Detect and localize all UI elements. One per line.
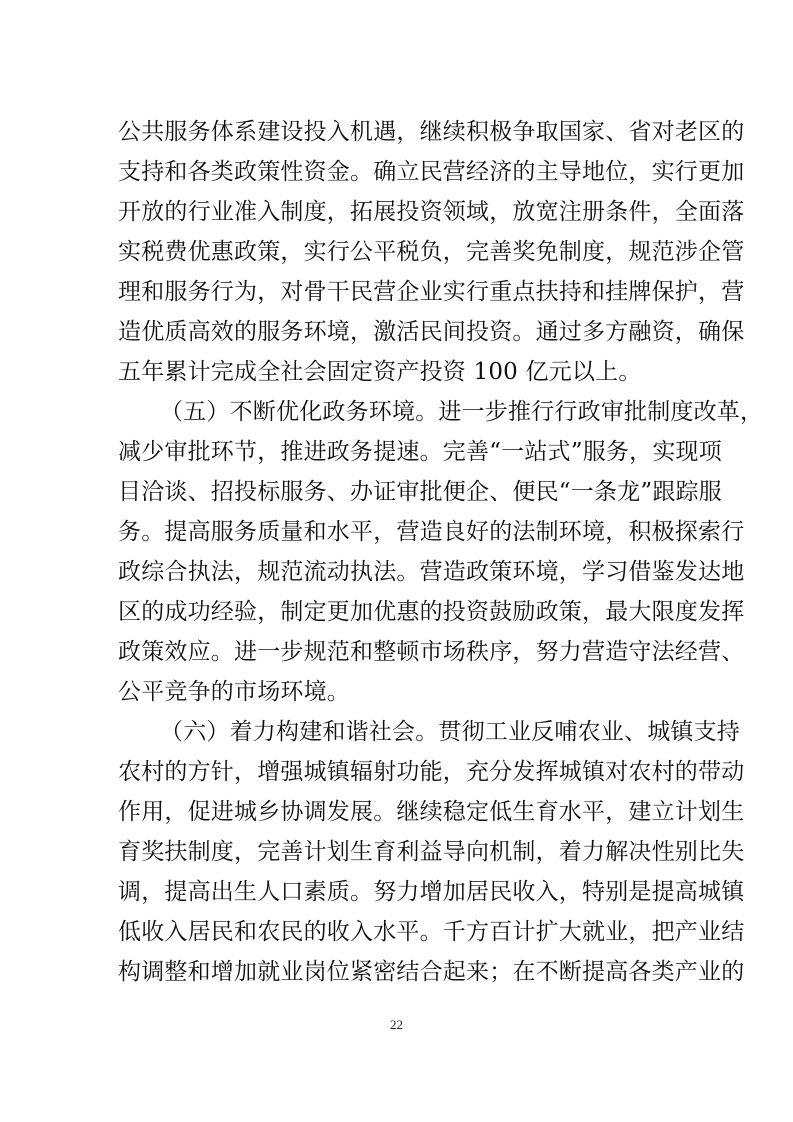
paragraph-1-line-6: 造优质高效的服务环境，激活民间投资。通过多方融资，确保	[118, 319, 745, 345]
paragraph-1-line-5: 理和服务行为，对骨干民营企业实行重点扶持和挂牌保护，营	[118, 279, 745, 305]
paragraph-1-line-3: 开放的行业准入制度，拓展投资领域，放宽注册条件，全面落	[118, 199, 745, 225]
paragraph-1-line-2: 支持和各类政策性资金。确立民营经济的主导地位，实行更加	[118, 159, 745, 185]
paragraph-3-line-4: 育奖扶制度，完善计划生育利益导向机制，着力解决性别比失	[118, 839, 745, 865]
paragraph-2-line-8: 公平竞争的市场环境。	[118, 679, 350, 705]
paragraph-3-line-3: 作用，促进城乡协调发展。继续稳定低生育水平，建立计划生	[118, 799, 745, 825]
paragraph-2-line-6: 区的成功经验，制定更加优惠的投资鼓励政策，最大限度发挥	[118, 599, 745, 625]
paragraph-2-line-4: 务。提高服务质量和水平，营造良好的法制环境，积极探索行	[118, 519, 745, 545]
paragraph-3-line-2: 农村的方针，增强城镇辐射功能，充分发挥城镇对农村的带动	[118, 759, 745, 785]
paragraph-3-line-5: 调，提高出生人口素质。努力增加居民收入，特别是提高城镇	[118, 879, 745, 905]
paragraph-2-line-7: 政策效应。进一步规范和整顿市场秩序，努力营造守法经营、	[118, 639, 745, 665]
paragraph-2-line-5: 政综合执法，规范流动执法。营造政策环境，学习借鉴发达地	[118, 559, 745, 585]
page-number: 22	[390, 1017, 403, 1032]
paragraph-3-line-7: 构调整和增加就业岗位紧密结合起来；在不断提高各类产业的	[118, 959, 745, 985]
paragraph-1-line-4: 实税费优惠政策，实行公平税负，完善奖免制度，规范涉企管	[118, 239, 745, 265]
paragraph-2-line-2: 减少审批环节，推进政务提速。完善“一站式”服务，实现项	[118, 439, 722, 465]
paragraph-3-line-1: （六）着力构建和谐社会。贯彻工业反哺农业、城镇支持	[160, 719, 740, 745]
paragraph-1-line-1: 公共服务体系建设投入机遇，继续积极争取国家、省对老区的	[118, 119, 745, 145]
paragraph-3-line-6: 低收入居民和农民的收入水平。千方百计扩大就业，把产业结	[118, 919, 745, 945]
paragraph-2-line-1: （五）不断优化政务环境。进一步推行行政审批制度改革，	[160, 399, 764, 425]
paragraph-1-line-7: 五年累计完成全社会固定资产投资 100 亿元以上。	[118, 359, 642, 385]
paragraph-2-line-3: 目洽谈、招投标服务、办证审批便企、便民“一条龙”跟踪服	[118, 479, 722, 505]
